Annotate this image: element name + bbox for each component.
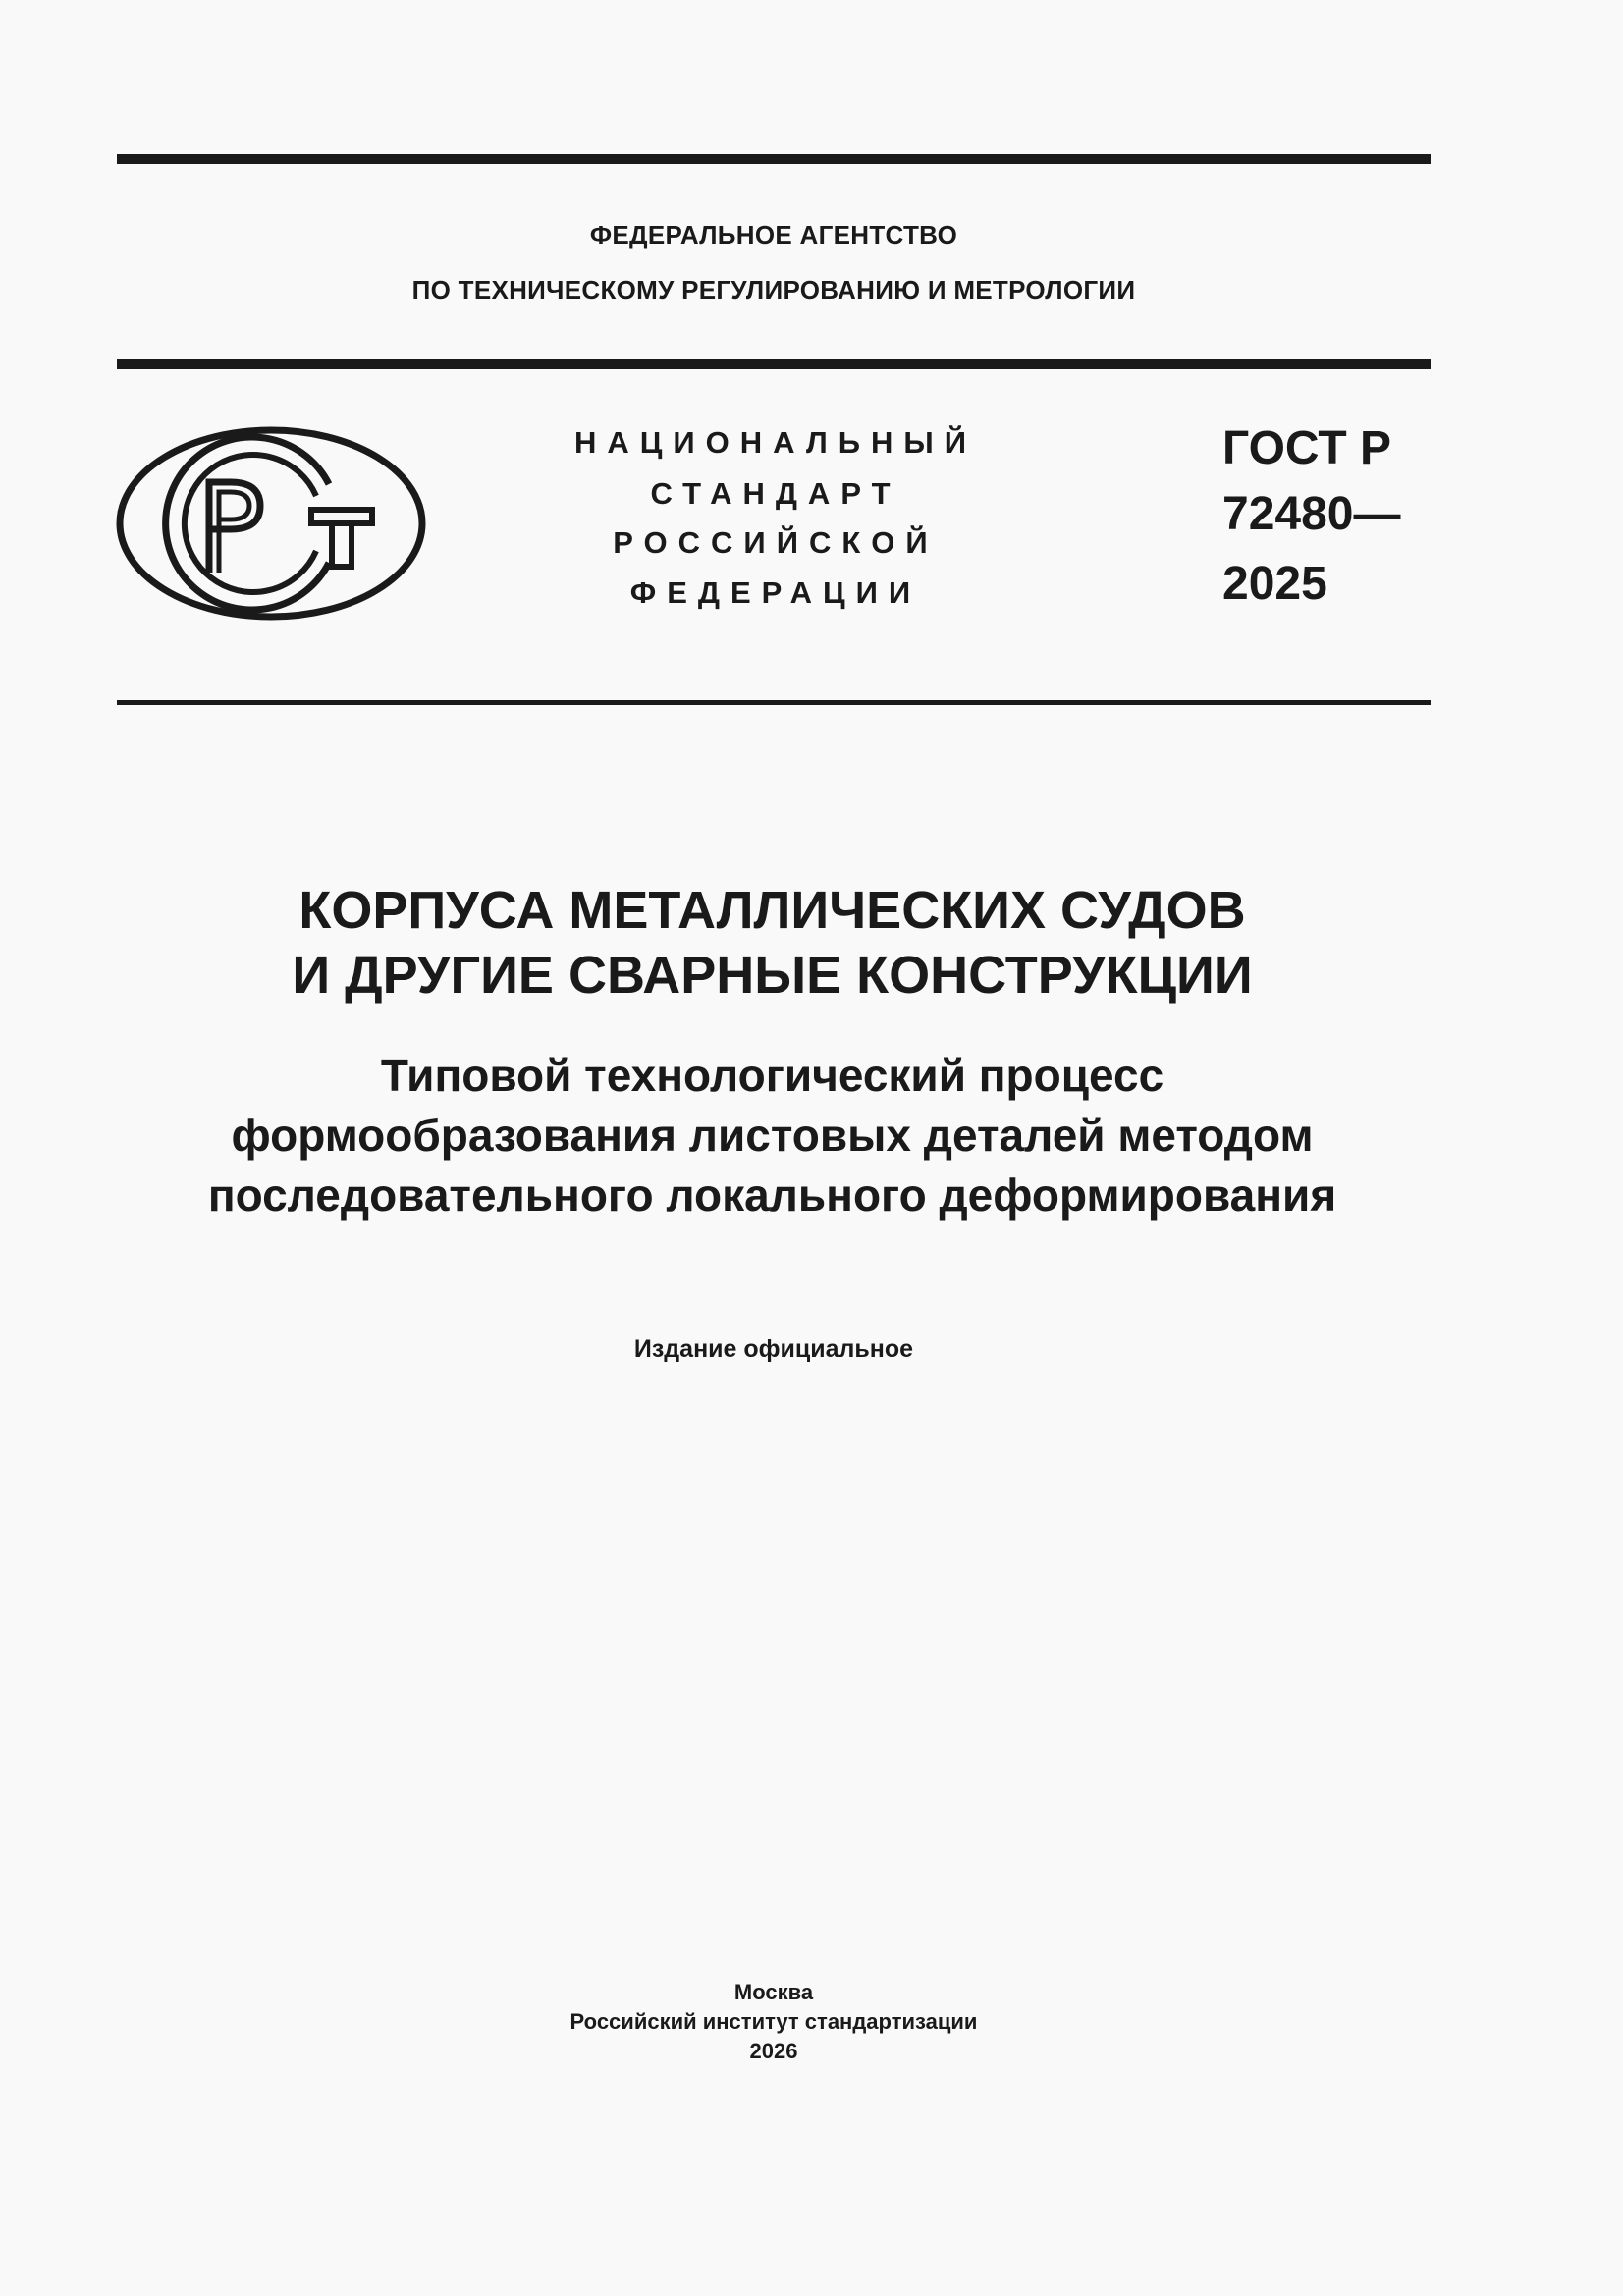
national-standard-line-4: ФЕДЕРАЦИИ [629, 575, 922, 610]
imprint-year: 2026 [749, 2039, 798, 2063]
agency-line-1: ФЕДЕРАЛЬНОЕ АГЕНТСТВО [589, 220, 958, 249]
standard-designation-line-2: 72480— [1222, 488, 1401, 540]
header-rule [117, 359, 1431, 369]
imprint-publisher: Российский институт стандартизации [569, 2009, 978, 2034]
edition-note: Издание официальное [633, 1336, 914, 1363]
document-subtitle-line-2: формообразования листовых деталей методом [231, 1110, 1314, 1161]
national-standard-line-1: НАЦИОНАЛЬНЫЙ [573, 425, 978, 460]
document-title-line-1: КОРПУСА МЕТАЛЛИЧЕСКИХ СУДОВ [298, 881, 1246, 940]
top-rule [117, 154, 1431, 164]
imprint-city: Москва [733, 1980, 814, 2004]
document-title-line-2: И ДРУГИЕ СВАРНЫЕ КОНСТРУКЦИИ [292, 946, 1253, 1005]
pct-certification-mark-icon [115, 425, 427, 622]
agency-line-2: ПО ТЕХНИЧЕСКОМУ РЕГУЛИРОВАНИЮ И МЕТРОЛОГИИ [411, 275, 1136, 304]
national-standard-line-2: СТАНДАРТ [650, 476, 901, 511]
document-subtitle-line-1: Типовой технологический процесс [380, 1050, 1164, 1101]
standard-designation-line-3: 2025 [1222, 558, 1327, 610]
standard-designation-line-1: ГОСТ Р [1222, 422, 1392, 474]
title-block-rule [117, 700, 1431, 705]
national-standard-line-3: РОССИЙСКОЙ [613, 525, 939, 560]
document-subtitle-line-3: последовательного локального деформирования [207, 1170, 1337, 1221]
